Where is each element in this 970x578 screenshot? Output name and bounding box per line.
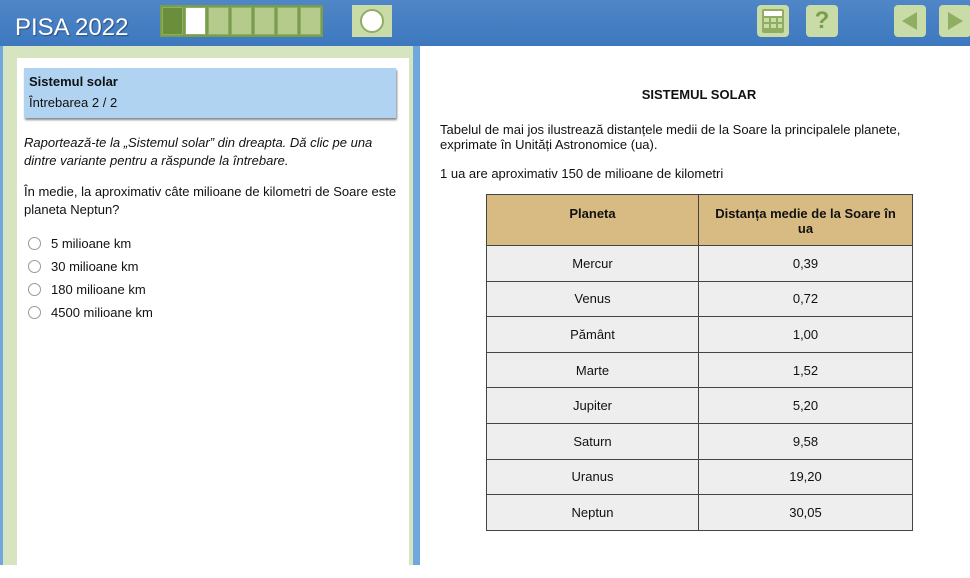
progress-step	[231, 7, 252, 35]
timer-button[interactable]	[352, 5, 392, 37]
help-icon: ?	[814, 7, 830, 34]
planet-cell: Pământ	[487, 317, 699, 353]
planet-cell: Mercur	[487, 246, 699, 282]
option-label: 5 milioane km	[51, 236, 132, 251]
progress-step	[162, 7, 183, 35]
distance-cell: 1,52	[699, 352, 913, 388]
planet-cell: Marte	[487, 352, 699, 388]
table-row	[487, 423, 913, 459]
table-row	[487, 352, 913, 388]
distance-cell: 19,20	[699, 459, 913, 495]
help-button[interactable]	[806, 5, 838, 37]
column-header: Distanța medie de la Soare în ua	[699, 195, 913, 246]
radio-button[interactable]	[28, 260, 41, 273]
table-row	[487, 495, 913, 531]
progress-step	[277, 7, 298, 35]
calculator-icon	[760, 8, 786, 34]
radio-button[interactable]	[28, 306, 41, 319]
stimulus-title: SISTEMUL SOLAR	[641, 87, 757, 102]
progress-step-current	[185, 7, 206, 35]
table-row	[487, 281, 913, 317]
progress-bar	[160, 5, 323, 37]
question-number: Întrebarea 2 / 2	[29, 95, 118, 110]
panel-divider[interactable]	[413, 46, 420, 565]
calculator-button[interactable]	[757, 5, 789, 37]
option-label: 4500 milioane km	[51, 305, 153, 320]
back-arrow-icon	[899, 10, 921, 32]
planet-cell: Jupiter	[487, 388, 699, 424]
instruction-text: Raportează-te la „Sistemul solar” din dreapta. Dă clic pe una dintre variante pentru a răspunde la întrebare.	[24, 135, 373, 168]
stimulus-note: 1 ua are aproximativ 150 de milioane de kilometri	[440, 166, 724, 181]
progress-step	[300, 7, 321, 35]
next-button[interactable]	[939, 5, 970, 37]
option-label: 180 milioane km	[51, 282, 146, 297]
next-arrow-icon	[944, 10, 966, 32]
answer-options	[28, 232, 153, 324]
question-text: În medie, la aproximativ câte milioane de kilometri de Soare este planeta Neptun?	[24, 184, 397, 217]
progress-step	[208, 7, 229, 35]
distance-cell: 1,00	[699, 317, 913, 353]
stimulus-description: Tabelul de mai jos ilustrează distanțele medii de la Soare la principalele planete, exprimate în Unități Astronomice (ua).	[440, 122, 901, 152]
distance-cell: 5,20	[699, 388, 913, 424]
clock-icon	[360, 9, 384, 33]
table-row	[487, 388, 913, 424]
radio-button[interactable]	[28, 237, 41, 250]
planet-distance-table	[486, 194, 913, 531]
header	[0, 0, 970, 46]
column-header: Planeta	[487, 195, 699, 246]
planet-cell: Saturn	[487, 423, 699, 459]
table-row	[487, 459, 913, 495]
distance-cell: 9,58	[699, 423, 913, 459]
answer-option[interactable]	[28, 301, 153, 324]
distance-cell: 30,05	[699, 495, 913, 531]
planet-cell: Neptun	[487, 495, 699, 531]
question-header	[24, 68, 396, 118]
progress-step	[254, 7, 275, 35]
radio-button[interactable]	[28, 283, 41, 296]
table-row	[487, 317, 913, 353]
planet-cell: Uranus	[487, 459, 699, 495]
answer-option[interactable]	[28, 255, 153, 278]
planet-cell: Venus	[487, 281, 699, 317]
answer-option[interactable]	[28, 278, 153, 301]
option-label: 30 milioane km	[51, 259, 139, 274]
back-button[interactable]	[894, 5, 926, 37]
unit-title: Sistemul solar	[29, 74, 118, 89]
distance-cell: 0,39	[699, 246, 913, 282]
answer-option[interactable]	[28, 232, 153, 255]
distance-cell: 0,72	[699, 281, 913, 317]
pisa-logo: PISA 2022	[15, 14, 129, 41]
table-row	[487, 246, 913, 282]
